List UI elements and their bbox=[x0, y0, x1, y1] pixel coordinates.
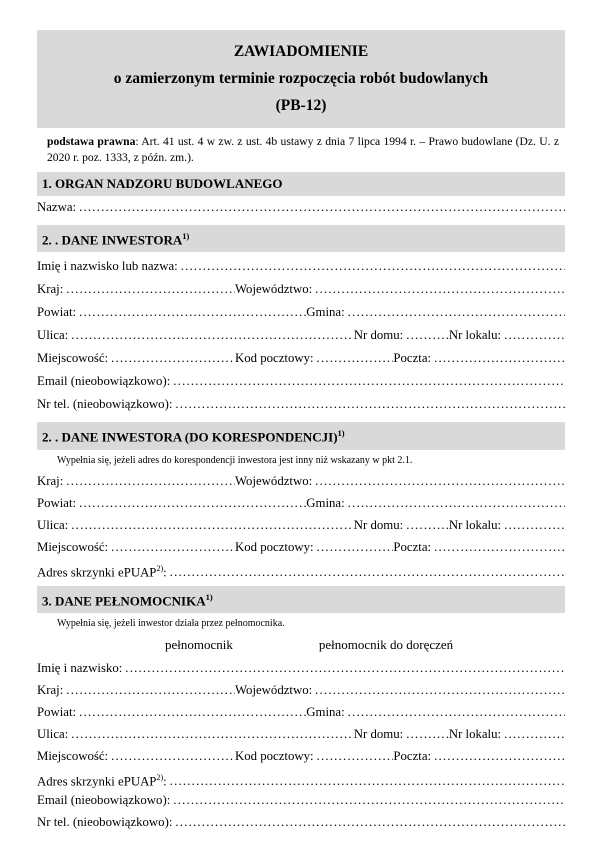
label-kraj: Kraj: bbox=[37, 473, 64, 488]
field-row-email bbox=[37, 370, 565, 393]
field-row-email bbox=[37, 789, 565, 811]
label-nr-lokalu: Nr lokalu: bbox=[448, 726, 502, 741]
column-label-pelnomocnik-do-doreczen: pełnomocnik do doręczeń bbox=[318, 636, 454, 652]
fill-line-miejscowosc bbox=[108, 347, 235, 370]
fill-line-nr-tel bbox=[172, 811, 565, 833]
fill-line-nr-lokalu bbox=[501, 514, 565, 536]
field-row-nr-tel bbox=[37, 811, 565, 833]
fill-line-nr-domu bbox=[403, 723, 449, 745]
fill-line-miejscowosc bbox=[108, 536, 235, 558]
fill-line-nr-lokalu bbox=[501, 723, 565, 745]
label-gmina: Gmina: bbox=[306, 305, 345, 320]
note-korespondencja: Wypełnia się, jeżeli adres do korespondencji inwestora jest inny niż wskazany w pkt 2.1. bbox=[57, 454, 413, 466]
fill-line-nr-tel bbox=[172, 393, 565, 416]
fill-line-gmina bbox=[345, 701, 565, 723]
label-epuap-sup: 2) bbox=[156, 772, 164, 782]
field-row-kraj-wojewodztwo bbox=[37, 470, 565, 492]
fill-line-miejscowosc bbox=[108, 745, 235, 767]
fill-line-poczta bbox=[431, 536, 565, 558]
field-row-ulica-nrdomu-nrlokalu bbox=[37, 723, 565, 745]
label-gmina: Gmina: bbox=[306, 704, 345, 719]
fill-line-kod-pocztowy bbox=[314, 745, 394, 767]
label-kraj: Kraj: bbox=[37, 282, 64, 297]
legal-basis-label: podstawa prawna bbox=[47, 135, 136, 148]
fill-line-gmina bbox=[345, 492, 565, 514]
section-header-organ bbox=[37, 172, 565, 196]
fill-line-imie-nazwisko bbox=[178, 255, 565, 278]
fill-line-gmina bbox=[345, 301, 565, 324]
fill-line-email bbox=[170, 370, 565, 393]
label-wojewodztwo: Województwo: bbox=[235, 473, 313, 488]
pelnomocnik-fields bbox=[37, 657, 565, 833]
label-ulica: Ulica: bbox=[37, 517, 69, 532]
label-kraj: Kraj: bbox=[37, 682, 64, 697]
label-kod-pocztowy: Kod pocztowy: bbox=[235, 748, 314, 763]
label-miejscowosc: Miejscowość: bbox=[37, 351, 109, 366]
fill-line-kraj bbox=[63, 470, 235, 492]
investor-fields bbox=[37, 255, 565, 416]
label-nr-lokalu: Nr lokalu: bbox=[448, 328, 502, 343]
fill-line-epuap bbox=[167, 561, 565, 583]
label-nr-domu: Nr domu: bbox=[353, 328, 404, 343]
fill-line-nr-domu bbox=[403, 514, 449, 536]
note-pelnomocnik: Wypełnia się, jeżeli inwestor działa przez pełnomocnika. bbox=[57, 617, 285, 629]
column-label-pelnomocnik: pełnomocnik bbox=[165, 636, 233, 652]
fill-line-poczta bbox=[431, 745, 565, 767]
label-ulica: Ulica: bbox=[37, 328, 69, 343]
field-row-powiat-gmina bbox=[37, 492, 565, 514]
investor-korespondencja-fields bbox=[37, 470, 565, 580]
label-email: Email (nieobowiązkowo): bbox=[37, 792, 171, 807]
field-row-miejscowosc-kod-poczta bbox=[37, 536, 565, 558]
page-title: ZAWIADOMIENIE bbox=[233, 43, 369, 60]
label-miejscowosc: Miejscowość: bbox=[37, 748, 109, 763]
fill-line-kraj bbox=[63, 679, 235, 701]
section-header-pelnomocnik-text: 3. DANE PEŁNOMOCNIKA bbox=[42, 592, 206, 608]
fill-line-kod-pocztowy bbox=[314, 347, 394, 370]
section-header-investor bbox=[37, 225, 565, 252]
field-row-powiat-gmina bbox=[37, 701, 565, 723]
fill-line-powiat bbox=[76, 492, 306, 514]
fill-line-ulica bbox=[68, 514, 354, 536]
label-kod-pocztowy: Kod pocztowy: bbox=[235, 539, 314, 554]
field-row-imie-nazwisko bbox=[37, 657, 565, 679]
field-row-epuap bbox=[37, 558, 565, 580]
legal-basis bbox=[47, 134, 559, 166]
label-wojewodztwo: Województwo: bbox=[235, 282, 313, 297]
label-nr-domu: Nr domu: bbox=[353, 517, 404, 532]
field-row-miejscowosc-kod-poczta bbox=[37, 347, 565, 370]
fill-line-wojewodztwo bbox=[312, 278, 565, 301]
label-epuap bbox=[37, 558, 167, 583]
label-ulica: Ulica: bbox=[37, 726, 69, 741]
field-row-ulica-nrdomu-nrlokalu bbox=[37, 324, 565, 347]
label-powiat: Powiat: bbox=[37, 704, 77, 719]
label-powiat: Powiat: bbox=[37, 305, 77, 320]
label-email: Email (nieobowiązkowo): bbox=[37, 374, 171, 389]
fill-line-kod-pocztowy bbox=[314, 536, 394, 558]
pelnomocnik-column-labels bbox=[37, 636, 565, 654]
fill-line-email bbox=[170, 789, 565, 811]
label-poczta: Poczta: bbox=[393, 748, 432, 763]
fill-line-nr-lokalu bbox=[501, 324, 565, 347]
field-row-kraj-wojewodztwo bbox=[37, 278, 565, 301]
section-header-investor-korespondencja-text: 2. . DANE INWESTORA (DO KORESPONDENCJI) bbox=[42, 429, 338, 445]
label-nazwa: Nazwa: bbox=[37, 200, 77, 214]
title-block bbox=[37, 30, 565, 128]
label-powiat: Powiat: bbox=[37, 495, 77, 510]
label-nr-lokalu: Nr lokalu: bbox=[448, 517, 502, 532]
section-header-pelnomocnik-sup: 1) bbox=[205, 591, 213, 602]
fill-line-nazwa bbox=[76, 196, 565, 219]
label-epuap-colon: : bbox=[163, 774, 167, 789]
label-imie-nazwisko-lub-nazwa: Imię i nazwisko lub nazwa: bbox=[37, 259, 178, 274]
section-header-pelnomocnik bbox=[37, 586, 565, 613]
label-epuap-sup: 2) bbox=[156, 563, 164, 573]
label-miejscowosc: Miejscowość: bbox=[37, 539, 109, 554]
label-gmina: Gmina: bbox=[306, 495, 345, 510]
label-poczta: Poczta: bbox=[393, 539, 432, 554]
section-header-investor-korespondencja bbox=[37, 422, 565, 449]
fill-line-kraj bbox=[63, 278, 235, 301]
field-row-ulica-nrdomu-nrlokalu bbox=[37, 514, 565, 536]
section-header-investor-text: 2. . DANE INWESTORA bbox=[42, 232, 183, 248]
section-header-investor-sup: 1) bbox=[182, 231, 190, 241]
fill-line-wojewodztwo bbox=[312, 679, 565, 701]
field-row-epuap bbox=[37, 767, 565, 789]
field-row-powiat-gmina bbox=[37, 301, 565, 324]
fill-line-nr-domu bbox=[403, 324, 449, 347]
label-nr-tel: Nr tel. (nieobowiązkowo): bbox=[37, 397, 173, 412]
fill-line-powiat bbox=[76, 701, 306, 723]
fill-line-ulica bbox=[68, 324, 354, 347]
field-row-nazwa bbox=[37, 196, 565, 219]
field-row-imie-nazwisko bbox=[37, 255, 565, 278]
label-epuap-colon: : bbox=[163, 564, 167, 579]
label-nr-domu: Nr domu: bbox=[353, 726, 404, 741]
legal-basis-text: : Art. 41 ust. 4 w zw. z ust. 4b ustawy z dnia 7 lipca 1994 r. – Prawo budowlane (Dz. U. z 2020 r. poz. 1333, z późn. zm.). bbox=[47, 135, 559, 164]
form-code: (PB-12) bbox=[275, 97, 327, 114]
label-epuap-text: Adres skrzynki ePUAP bbox=[37, 564, 157, 579]
section-header-investor-korespondencja-sup: 1) bbox=[337, 428, 345, 439]
label-nr-tel: Nr tel. (nieobowiązkowo): bbox=[37, 814, 173, 829]
label-kod-pocztowy: Kod pocztowy: bbox=[235, 351, 314, 366]
field-row-kraj-wojewodztwo bbox=[37, 679, 565, 701]
label-poczta: Poczta: bbox=[393, 351, 432, 366]
fill-line-imie-nazwisko bbox=[122, 657, 565, 679]
form-subtitle: o zamierzonym terminie rozpoczęcia robót budowlanych bbox=[113, 70, 489, 87]
label-imie-nazwisko: Imię i nazwisko: bbox=[37, 660, 123, 675]
fill-line-powiat bbox=[76, 301, 306, 324]
field-row-nr-tel bbox=[37, 393, 565, 416]
section-header-organ-text: 1. ORGAN NADZORU BUDOWLANEGO bbox=[42, 176, 283, 191]
label-epuap-text: Adres skrzynki ePUAP bbox=[37, 774, 157, 789]
field-row-miejscowosc-kod-poczta bbox=[37, 745, 565, 767]
fill-line-wojewodztwo bbox=[312, 470, 565, 492]
fill-line-poczta bbox=[431, 347, 565, 370]
fill-line-ulica bbox=[68, 723, 354, 745]
label-wojewodztwo: Województwo: bbox=[235, 682, 313, 697]
